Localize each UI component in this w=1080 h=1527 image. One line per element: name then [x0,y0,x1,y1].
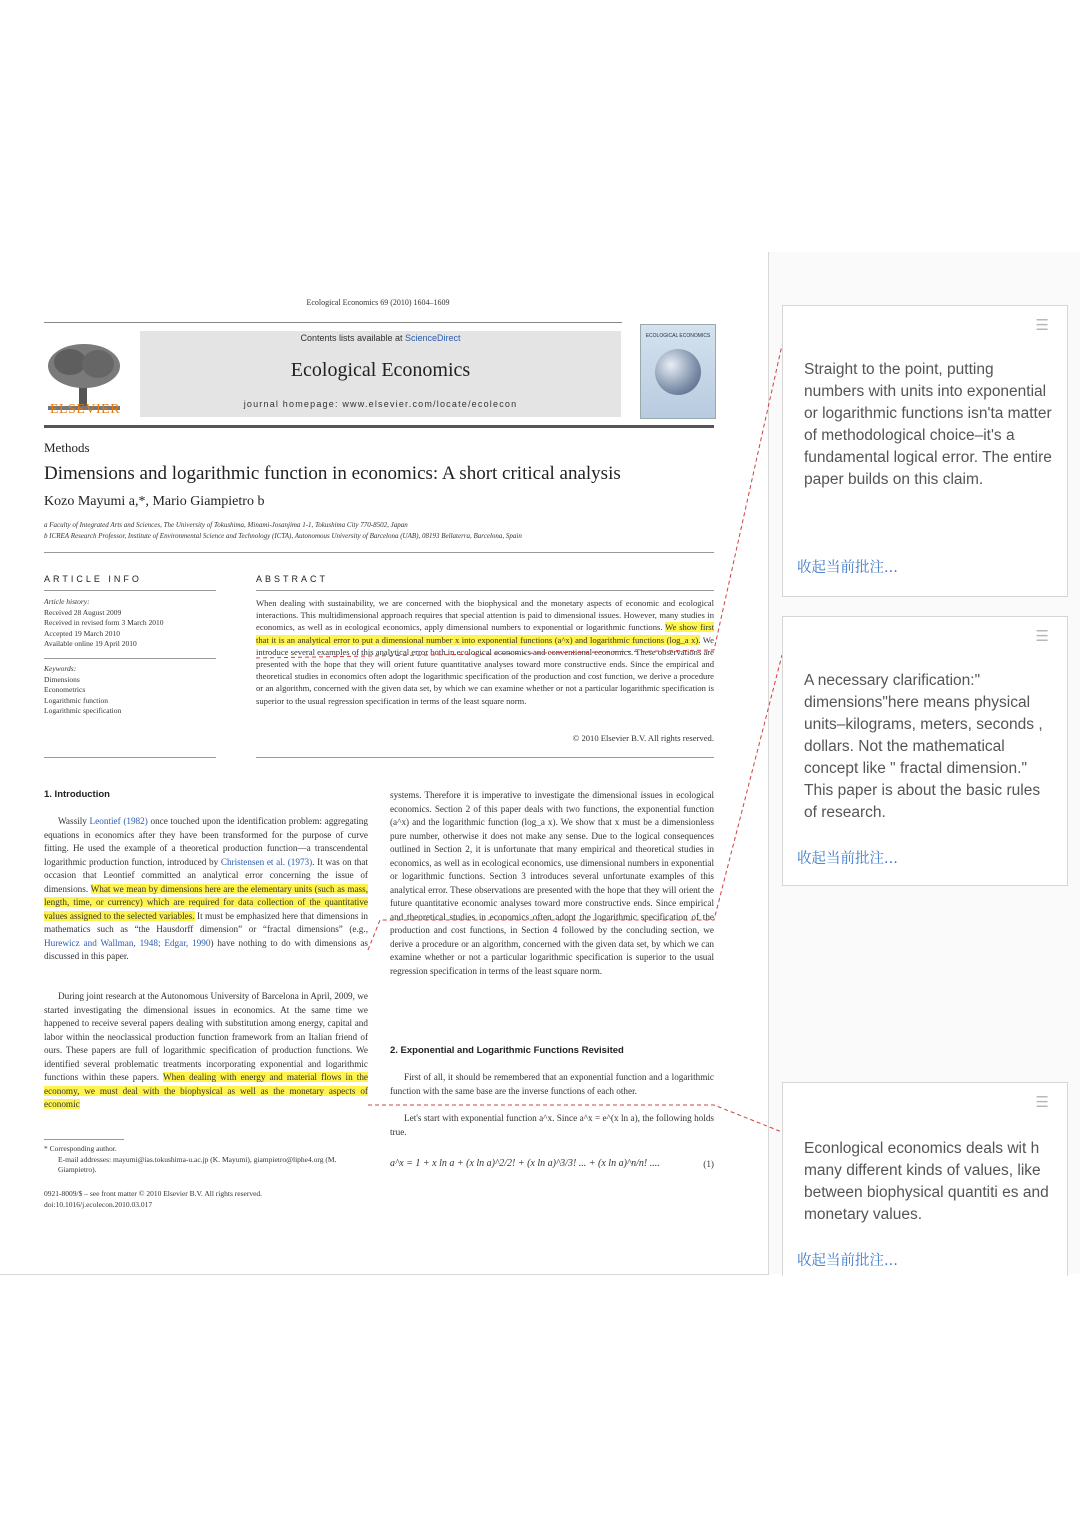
journal-citation-line: Ecological Economics 69 (2010) 1604–1609 [306,298,450,307]
citation-link[interactable]: Leontief (1982) [89,816,148,826]
annotation-text: Econlogical economics deals wit h many different kinds of values, like between biophysical quantiti es and monetary values. [804,1140,1049,1223]
keyword: Logarithmic function [44,695,108,705]
menu-icon[interactable]: ☰ [1035,1093,1049,1111]
right-paragraph-1: systems. Therefore it is imperative to investigate the dimensional issues in ecological economics. Section 2 of this paper deals with two functions, the exponential function (a^x) and the logarithmic function (log_a x). We show that x must be a dimensionless pure number, otherwise it does not make any sense. Due to the logical consequences outlined in Section 2, it is unfortunate that many empirical and theoretical studies in economics, as well as in ecological economics, use dimensional numbers in exponential or logarithmic functions. Section 3 introduces several unfortunate examples of this analytical error. These observations are presented with the hope that they will orient the future quantitative economic analyses toward more constructive ends. Since empirical and theoretical studies in economics often adopt the logarithmic specification of the production and cost functions, in Section 4 followed by the concluding section, we derive a procedure or an algorithm, concerned with the given data set, by which we can examine whether or not a particular logarithmic specification is superior to the usual regression specification in terms of the least square norm. [390,790,714,976]
abstract-text: When dealing with sustainability, we are concerned with the biophysical and the monetary aspects of economic and ecological interactions. This multidimensional approach requires that special attention is paid to dimensional issues. However, many studies in economics, as well as in ecological economics, apply dimensional numbers to exponential or logarithmic functions. [256,598,714,633]
text: During joint research at the Autonomous University of Barcelona in April, 2009, we started investigating the dimensional issues in economics. At the same time we happened to receive several papers dealing with substitution among energy, capital and labor within the neoclassical production function framework from an Italian friend of ours. These papers are full of logarithmic specification of production functions. We identified several problematic treatments incorporating exponential and logarithmic functions within these papers. [44,991,368,1082]
collapse-annotation-link[interactable]: 收起当前批注... [797,560,898,576]
footnote: E-mail addresses: mayumi@ias.tokushima-u.ac.jp (K. Mayumi), giampietro@liphe4.org (M. Giampietro). [58,1154,337,1174]
article-info-heading: ARTICLE INFO [44,574,142,584]
keyword: Dimensions [44,674,80,684]
citation-link[interactable]: Hurewicz and Wallman, 1948; Edgar, 1990 [44,937,211,948]
formula: a^x = 1 + x ln a + (x ln a)^2/2! + (x ln a)^3/3! ... + (x ln a)^n/n! .... [390,1158,660,1169]
connector-1 [256,345,782,658]
history-item: Available online 19 April 2010 [44,639,137,648]
affiliation-a: a Faculty of Integrated Arts and Sciences, The University of Tokushima, Minami-Josanjima 1-1, Tokushima City 770-8502, Japan [44,521,408,529]
annotation-card-2[interactable] [782,616,1068,886]
text: ) have nothing to do with dimensions as discussed in this paper. [44,937,368,961]
article-section: Methods [44,440,90,455]
footnote: * Corresponding author. [44,1144,117,1153]
right-paragraph-3: Let's start with exponential function a^x. Since a^x = e^(x ln a), the following holds true. [390,1113,714,1137]
history-item: Received in revised form 3 March 2010 [44,618,164,627]
issn-line: 0921-8009/$ – see front matter © 2010 Elsevier B.V. All rights reserved. [44,1189,263,1198]
abstract-highlight[interactable]: We show first that it is an analytical error to put a dimensional number x into exponential functions (a^x) and logarithmic functions (log_a x). [256,622,714,645]
menu-icon[interactable]: ☰ [1035,316,1049,334]
collapse-annotation-link[interactable]: 收起当前批注... [797,851,898,867]
elsevier-wordmark: ELSEVIER [49,402,121,417]
annotation-text: A necessary clarification:" dimensions"here means physical units–kilograms, meters, seconds , dollars. Not the mathematical concept like " fractal dimension." This paper is about the basic rules of research. [804,672,1043,821]
text: It must be emphasized here that dimensions in mathematics such as “the Hausdorff dimension” or “fractal dimensions” (e.g., [44,910,368,934]
history-item: Accepted 19 March 2010 [44,628,121,638]
section-2-heading: 2. Exponential and Logarithmic Functions Revisited [390,1045,624,1056]
keyword: Econometrics [44,685,86,694]
history-item: Received 28 August 2009 [44,607,122,617]
affiliation-b: b ICREA Research Professor, Institute of Environmental Science and Technology (ICTA), Autonomous University of Barcelona (UAB), 08193 Bellaterra, Barcelona, Spain [44,532,522,540]
annotation-card-3[interactable] [782,1082,1068,1276]
history-label: Article history: [44,597,90,606]
connector-2 [368,655,782,950]
abstract-text: We introduce several examples of this analytical error both in ecological economics and conventional economics. These observations are presented with the hope that they will orient future quantitative analyses toward more constructive ends. Since the empirical and theoretical studies in economics often adopt the logarithmic specification of the production and cost function, we derive a procedure or an algorithm, concerned with the given data set, by which we can examine whether or not a particular logarithmic specification is superior to the usual regression specification in terms of the least square norm. [256,634,714,706]
doi-link[interactable]: doi:10.1016/j.ecolecon.2010.03.017 [44,1200,153,1209]
sciencedirect-link[interactable]: ScienceDirect [405,333,461,343]
annotation-text: Straight to the point, putting numbers with units into exponential or logarithmic functions isn'ta matter of methodological choice–it's a fundamental logical error. The entire paper builds on this claim. [804,361,1052,488]
cover-title: ECOLOGICAL ECONOMICS [645,333,711,339]
formula-number: (1) [703,1159,714,1169]
abstract-heading: ABSTRACT [256,574,329,584]
menu-icon[interactable]: ☰ [1035,627,1049,645]
collapse-annotation-link[interactable]: 收起当前批注... [797,1253,898,1269]
text: once touched upon the identification problem: aggregating equations in economics after they have been transformed for the purpose of curve fitting. He used the example of a theoretical production function—a transcendental logarithmic production function, introduced by [44,816,368,867]
article-authors: Kozo Mayumi a,*, Mario Giampietro b [44,494,265,509]
right-paragraph-2: First of all, it should be remembered that an exponential function and a logarithmic function with the same base are the inverse functions of each other. [390,1072,714,1096]
annotation-card-1[interactable] [782,305,1068,597]
introduction-heading: 1. Introduction [44,789,110,800]
contents-prefix: Contents lists available at [300,333,406,343]
abstract-copyright: © 2010 Elsevier B.V. All rights reserved. [572,733,714,743]
intro-highlight-2[interactable]: When dealing with energy and material flows in the economy, we must deal with the biophysical as well as the monetary aspects of economic [44,1072,368,1109]
text: Wassily [58,816,90,826]
citation-link[interactable]: Christensen et al. (1973) [220,856,313,867]
connector-3 [368,1105,782,1132]
journal-title: Ecological Economics [290,359,471,381]
journal-homepage[interactable]: journal homepage: www.elsevier.com/locate/ecolecon [243,399,518,409]
text: . It was on that occasion that Leontief committed an analytical error concerning the issue of dimensions. [44,856,368,894]
keyword: Logarithmic specification [44,706,122,715]
article-title: Dimensions and logarithmic function in economics: A short critical analysis [44,463,621,484]
intro-highlight[interactable]: What we mean by dimensions here are the elementary units (such as mass, length, time, or currency) which are required for data collection of the quantitative values assigned to the selected variables. [44,883,368,921]
keywords-label: Keywords: [44,664,77,673]
